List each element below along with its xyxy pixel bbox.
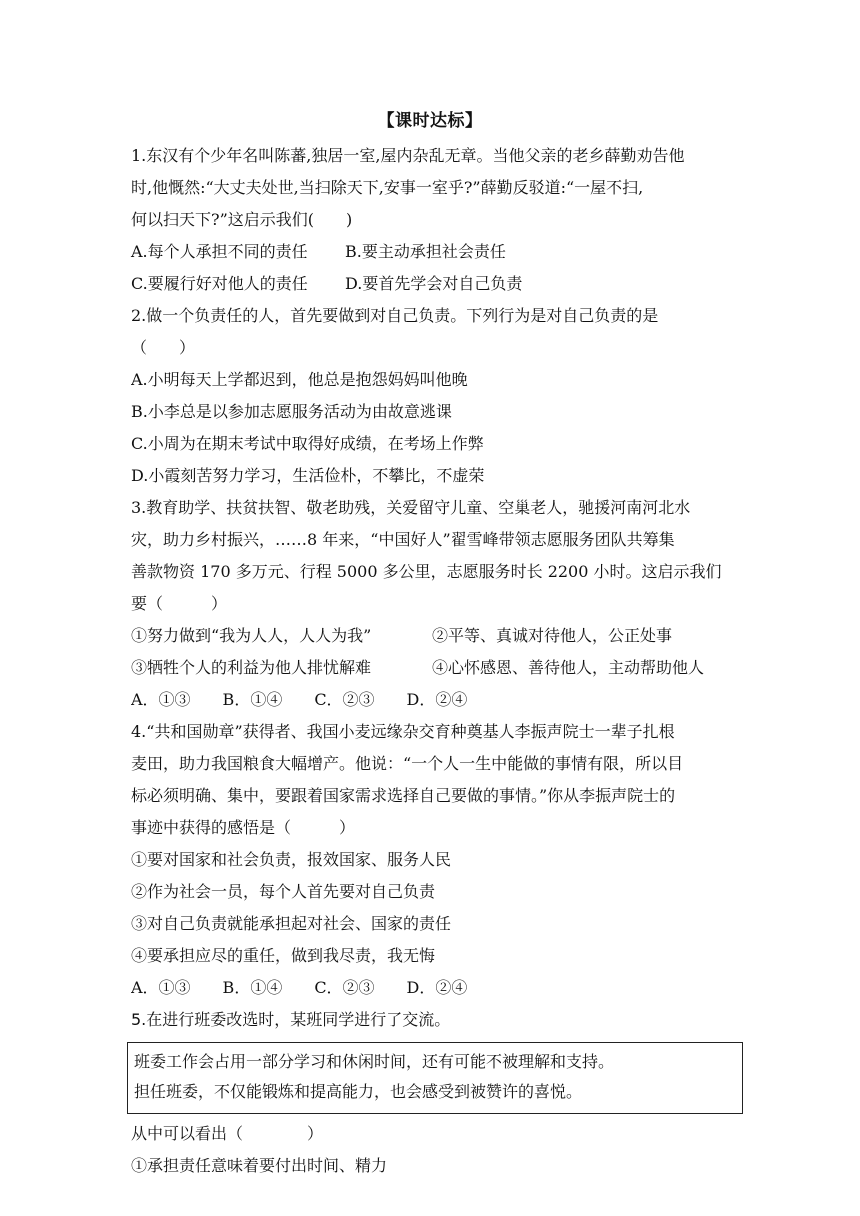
statement-2: ②平等、真诚对待他人，公正处事 [432, 626, 673, 645]
statement-2: ②作为社会一员，每个人首先要对自己负责 [131, 882, 436, 901]
question-list [131, 140, 739, 1182]
question-stem-line: 善款物资 170 多万元、行程 5000 多公里，志愿服务时长 2200 小时。这启示我们 [131, 562, 722, 581]
option-d: D.小霞刻苦努力学习，生活俭朴，不攀比，不虚荣 [131, 466, 485, 485]
quote-line-1: 班委工作会占用一部分学习和休闲时间，还有可能不被理解和支持。 [134, 1052, 615, 1071]
question-stem-line: 要（ ） [131, 594, 228, 613]
question-stem-line: 4.“共和国勋章”获得者、我国小麦远缘杂交育种奠基人李振声院士一辈子扎根 [131, 722, 675, 741]
question-1 [131, 140, 739, 300]
statement-row [131, 652, 739, 684]
quote-line-2: 担任班委，不仅能锻炼和提高能力，也会感受到被赞许的喜悦。 [134, 1082, 583, 1101]
question-stem-line: 事迹中获得的感悟是（ ） [131, 818, 356, 837]
statement-3: ③牺牲个人的利益为他人排忧解难 [131, 658, 372, 677]
question-stem-line: 3.教育助学、扶贫扶智、敬老助残，关爱留守儿童、空巢老人，驰援河南河北水 [131, 498, 691, 517]
question-2 [131, 300, 739, 492]
statement-4: ④要承担应尽的重任，做到我尽责，我无悔 [131, 946, 436, 965]
statement-3: ③对自己负责就能承担起对社会、国家的责任 [131, 914, 452, 933]
option-a: A.小明每天上学都迟到，他总是抱怨妈妈叫他晚 [131, 370, 468, 389]
section-title: 【课时达标】 [377, 111, 483, 131]
option-b: B.要主动承担社会责任 [345, 242, 506, 261]
statement-row [131, 620, 739, 652]
option-a: A.每个人承担不同的责任 [131, 242, 308, 261]
question-prompt: 从中可以看出（ ） [131, 1124, 324, 1143]
statement-4: ④心怀感恩、善待他人，主动帮助他人 [432, 658, 705, 677]
answer-options: A．①③ B．①④ C．②③ D．②④ [131, 978, 468, 997]
question-stem-line: 1.东汉有个少年名叫陈蕃,独居一室,屋内杂乱无章。当他父亲的老乡薛勤劝告他 [131, 146, 685, 165]
question-stem-line: 标必须明确、集中，要跟着国家需求选择自己要做的事情。”你从李振声院士的 [131, 786, 676, 805]
question-stem-line: 何以扫天下?”这启示我们( ) [131, 210, 353, 229]
question-stem-line: 麦田，助力我国粮食大幅增产。他说：“一个人一生中能做的事情有限，所以目 [131, 754, 684, 773]
question-stem-line: 5.在进行班委改选时，某班同学进行了交流。 [131, 1010, 451, 1029]
question-4 [131, 716, 739, 1004]
option-row [131, 236, 739, 268]
option-d: D.要首先学会对自己负责 [345, 274, 523, 293]
statement-1: ①要对国家和社会负责，报效国家、服务人民 [131, 850, 452, 869]
question-stem-line: 时,他慨然:“大丈夫处世,当扫除天下,安事一室乎?”薛勤反驳道:“一屋不扫, [131, 178, 644, 197]
answer-options: A．①③ B．①④ C．②③ D．②④ [131, 690, 468, 709]
option-row [131, 268, 739, 300]
question-5 [131, 1004, 739, 1182]
statement-1: ①努力做到“我为人人，人人为我” [131, 626, 372, 645]
option-c: C.小周为在期末考试中取得好成绩，在考场上作弊 [131, 434, 484, 453]
option-b: B.小李总是以参加志愿服务活动为由故意逃课 [131, 402, 452, 421]
statement-1: ①承担责任意味着要付出时间、精力 [131, 1156, 388, 1175]
question-3 [131, 492, 739, 716]
question-stem-line: 2.做一个负责任的人，首先要做到对自己负责。下列行为是对自己负责的是 [131, 306, 659, 325]
question-stem-line: 灾，助力乡村振兴，……8 年来，“中国好人”翟雪峰带领志愿服务团队共筹集 [131, 530, 675, 549]
question-stem-line: （ ） [131, 338, 196, 357]
quote-box [127, 1042, 743, 1114]
option-c: C.要履行好对他人的责任 [131, 274, 308, 293]
